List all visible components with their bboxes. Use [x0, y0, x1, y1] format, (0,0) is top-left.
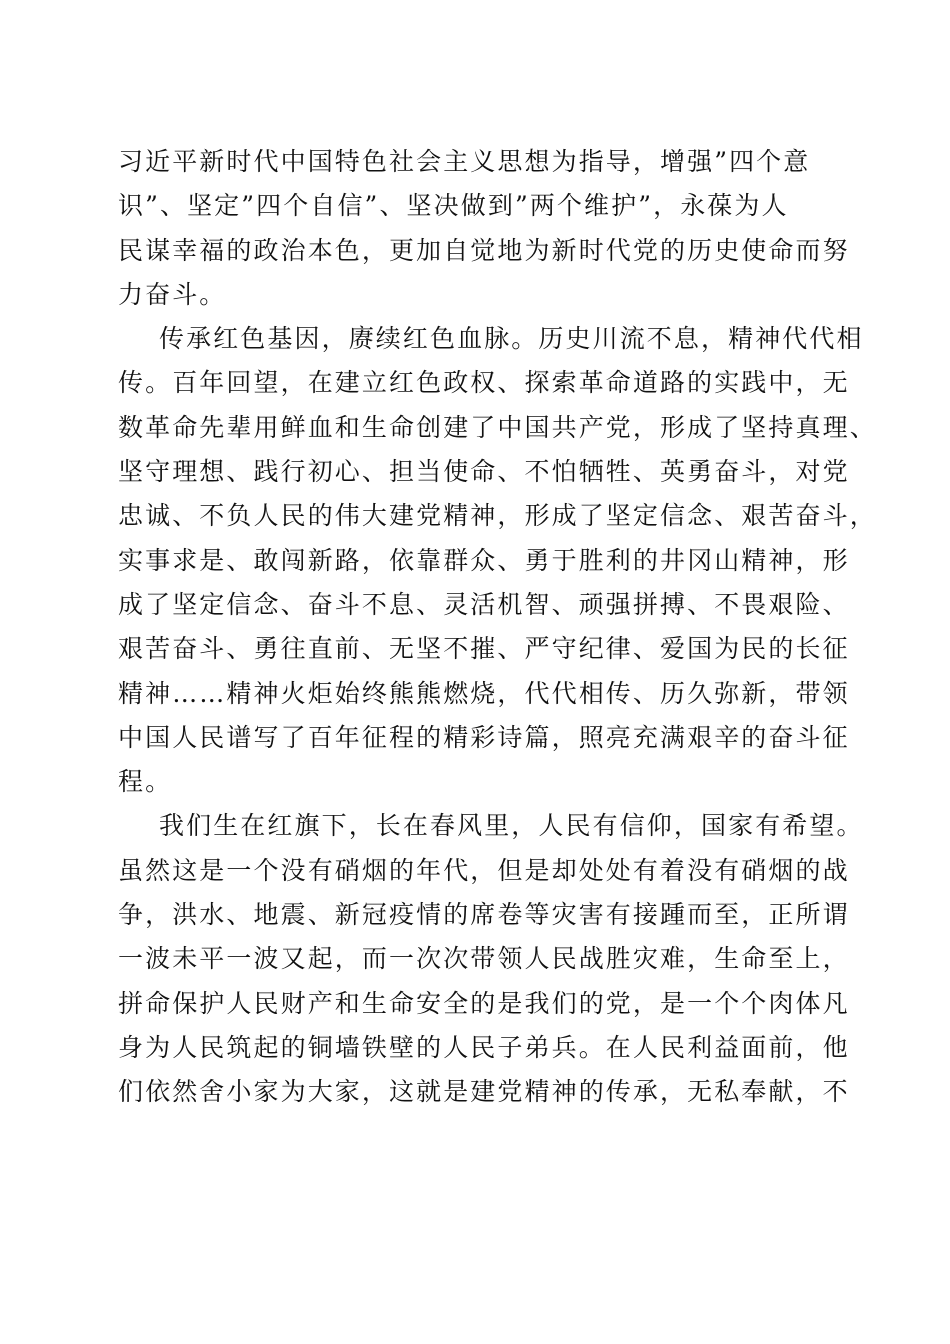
paragraph-3-line: 争，洪水、地震、新冠疫情的席卷等灾害有接踵而至，正所谓 — [118, 900, 850, 930]
document-body — [118, 140, 877, 1115]
paragraph-3-line: 身为人民筑起的铜墙铁壁的人民子弟兵。在人民利益面前，他 — [118, 1032, 850, 1062]
paragraph-2-line: 坚守理想、践行初心、担当使命、不怕牺牲、英勇奋斗，对党 — [118, 457, 850, 487]
paragraph-3-first-line: 我们生在红旗下，长在春风里，人民有信仰，国家有希望。 — [159, 811, 864, 841]
paragraph-3-line: 拼命保护人民财产和生命安全的是我们的党，是一个个肉体凡 — [118, 988, 850, 1018]
paragraph-2-line: 成了坚定信念、奋斗不息、灵活机智、顽强拼搏、不畏艰险、 — [118, 589, 850, 619]
paragraph-2-line: 忠诚、不负人民的伟大建党精神，形成了坚定信念、艰苦奋斗， — [118, 501, 877, 531]
paragraph-2-line: 艰苦奋斗、勇往直前、无坚不摧、严守纪律、爱国为民的长征 — [118, 634, 850, 664]
paragraph-2-line: 传。百年回望，在建立红色政权、探索革命道路的实践中，无 — [118, 368, 850, 398]
paragraph-2-line: 实事求是、敢闯新路，依靠群众、勇于胜利的井冈山精神，形 — [118, 545, 850, 575]
paragraph-2-first-line: 传承红色基因，赓续红色血脉。历史川流不息，精神代代相 — [159, 324, 864, 354]
paragraph-1-line: 习近平新时代中国特色社会主义思想为指导，增强”四个意 — [118, 147, 811, 176]
paragraph-3-line: 们依然舍小家为大家，这就是建党精神的传承，无私奉献，不 — [118, 1077, 850, 1107]
paragraph-2-line: 精神……精神火炬始终熊熊燃烧，代代相传、历久弥新，带领 — [118, 678, 850, 708]
paragraph-3-line: 一波未平一波又起，而一次次带领人民战胜灾难，生命至上， — [118, 944, 850, 974]
paragraph-2-line: 中国人民谱写了百年征程的精彩诗篇，照亮充满艰辛的奋斗征 — [118, 722, 850, 752]
paragraph-2-line: 程。 — [118, 767, 173, 797]
paragraph-3-line: 虽然这是一个没有硝烟的年代，但是却处处有着没有硝烟的战 — [118, 855, 850, 885]
paragraph-1-line: 识”、坚定”四个自信”、坚决做到”两个维护”，永葆为人 — [118, 191, 789, 221]
paragraph-1-line: 力奋斗。 — [118, 279, 227, 309]
paragraph-1-line: 民谋幸福的政治本色，更加自觉地为新时代党的历史使命而努 — [118, 235, 850, 265]
paragraph-2-line: 数革命先辈用鲜血和生命创建了中国共产党，形成了坚持真理、 — [118, 412, 877, 442]
